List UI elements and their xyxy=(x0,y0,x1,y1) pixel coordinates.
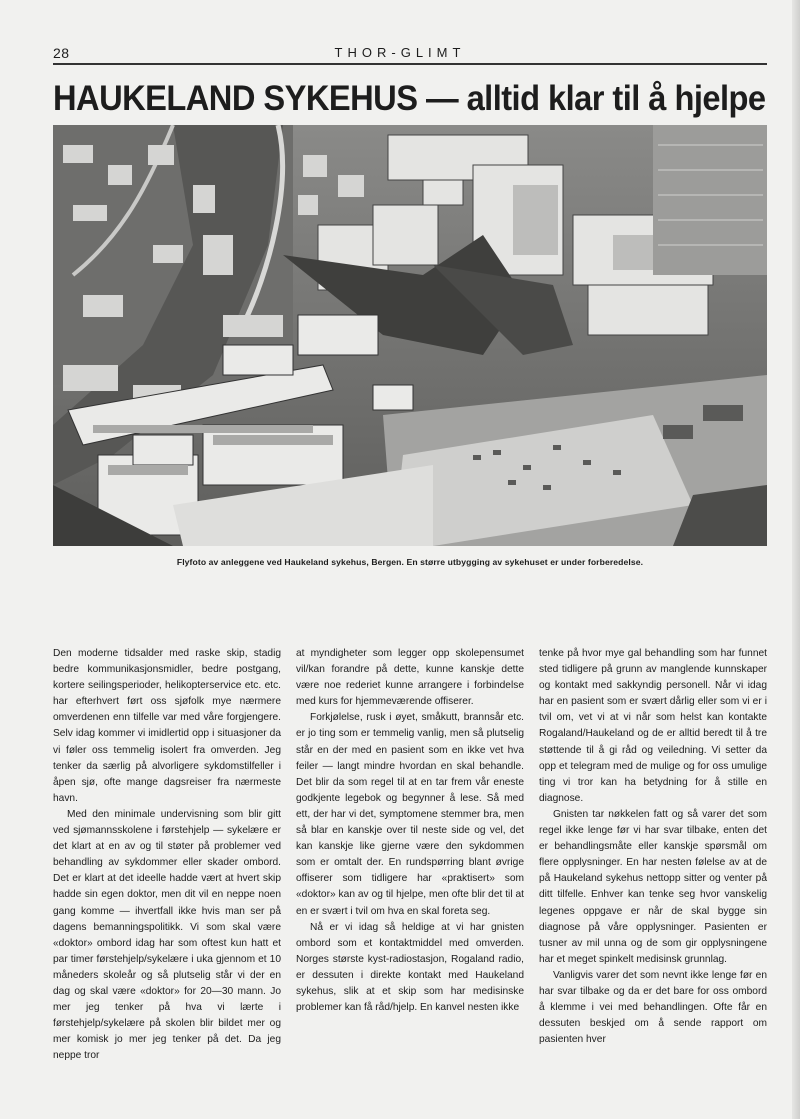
article-column-3 xyxy=(539,646,767,1048)
paragraph: Nå er vi idag så heldige at vi har gnisten ombord som et kontaktmiddel med omverden. Norges største kyst-radiostasjon, Rogaland radio, er dessuten i direkte kontakt med Haukeland sykehus, slik at et skip som har medisinske problemer kan få råd/hjelp. En kanvel nesten ikke xyxy=(296,921,524,1014)
paragraph: Gnisten tar nøkkelen fatt og så varer det som regel ikke lenge før vi har svar tilbake, enten det er behandlingsmåte eller kanskje spørsmål om flere opplysninger. En har nesten følelse av at de på Haukeland sykehus nettopp sitter og venter på ditt tilfelle. Enhver kan tenke seg hvor vanskelig legenes oppgave er når de skal bygge sin diagnose på våre opplysninger. Pasienten er tusner av mil unna og de som gir opplysningene har et meget spinkelt medisinsk grunnlag. xyxy=(539,808,767,965)
aerial-photo xyxy=(53,125,767,546)
header-rule xyxy=(53,63,767,65)
article-column-1 xyxy=(53,646,281,1064)
photo-caption: Flyfoto av anleggene ved Haukeland sykehus, Bergen. En større utbygging av sykehuset er under forberedelse. xyxy=(176,557,644,567)
publication-title: THOR-GLIMT xyxy=(334,45,466,60)
article-headline: HAUKELAND SYKEHUS — alltid klar til å hjelpe xyxy=(53,78,766,118)
page-edge-shadow xyxy=(792,0,800,1119)
paragraph: at myndigheter som legger opp skolepensumet vil/kan forandre på dette, kunne kanskje dette være noe rederiet kunne arrangere i forbindelse med kurs for hjemmeværende offiserer. xyxy=(296,648,524,708)
paragraph: Forkjølelse, rusk i øyet, småkutt, brannsår etc. er jo ting som er temmelig vanlig, men så plutselig står en der med en pasient som en ikke vet hva feiler — langt mindre hvordan en skal behandle. Det blir da som regel til at en tar frem vår eneste godkjente legebok og begynner å lese. Så med ett, der har vi det, symptomene stemmer bra, men så blar en kanskje over til neste side og vel, det kan kanskje like gjerne være den sykdommen som er omtalt der. En rundspørring blant øvrige offiserer som tidligere har «praktisert» som «doktor» kan av og til hjelpe, men ofte blir det til at en er svært i tvil om hva en skal foreta seg. xyxy=(296,712,524,917)
page-number: 28 xyxy=(53,45,70,61)
paragraph: Den moderne tidsalder med raske skip, stadig bedre kommunikasjonsmidler, bedre postgang, kortere seilingsperioder, helikopterservice etc. etc. har efterhvert ført oss sjøfolk mye nærmere omverdenen enn tilfelle var med våre forgjengere. Selv idag kommer vi imidlertid opp i situasjoner da vi føler oss temmelig isolert fra omverden. Jeg tenker da særlig på alvorligere sykdomstilfeller i åpen sjø, ofte mange dagsreiser fra nærmeste havn. xyxy=(53,648,281,804)
paragraph: tenke på hvor mye gal behandling som har funnet sted tidligere på grunn av manglende kunnskaper og kontakt med sakkyndig personell. Når vi idag har en pasient som er svært dårlig eller som vi er i tvil om, vet vi at vi når som helst kan kontakte Rogaland/Haukeland og de er alltid beredt til å tre støttende til å gi råd og veiledning. Vi setter da opp et telegram med de mulige og for oss umulige ting vi tror kan ha betydning for å stille en diagnose. xyxy=(539,648,767,804)
paragraph: Med den minimale undervisning som blir gitt ved sjømannsskolene i førstehjelp — sykelære er det klart at en av og til støter på problemer ved behandling av sykdommer eller skader ombord. Det er klart at det ideelle hadde vært at hvert skip hadde sin egen doktor, men dit vil en neppe noen gang komme — ihvertfall ikke hvis man ser på dagens bemanningspolitikk. Vi som skal være «doktor» ombord idag har som oftest kun hatt et par timer førstehjelp/sykelære i uka gjennom et 10 måneders skoleår og så plutselig står vi der en dag og skal være «doktor» for 20—30 mann. Jo mer jeg tenker på hva vi lærte i førstehjelp/sykelære på skolen blir bildet mer og mer komisk jo mer jeg tenker på det. Da jeg neppe tror xyxy=(53,808,281,1062)
article-column-2 xyxy=(296,646,524,1016)
paragraph: Vanligvis varer det som nevnt ikke lenge før en har svar tilbake og da er det bare for oss ombord å klemme i vei med behandlingen. Ofte får en dessuten beskjed om å sende rapport om pasienten hver xyxy=(539,969,767,1046)
